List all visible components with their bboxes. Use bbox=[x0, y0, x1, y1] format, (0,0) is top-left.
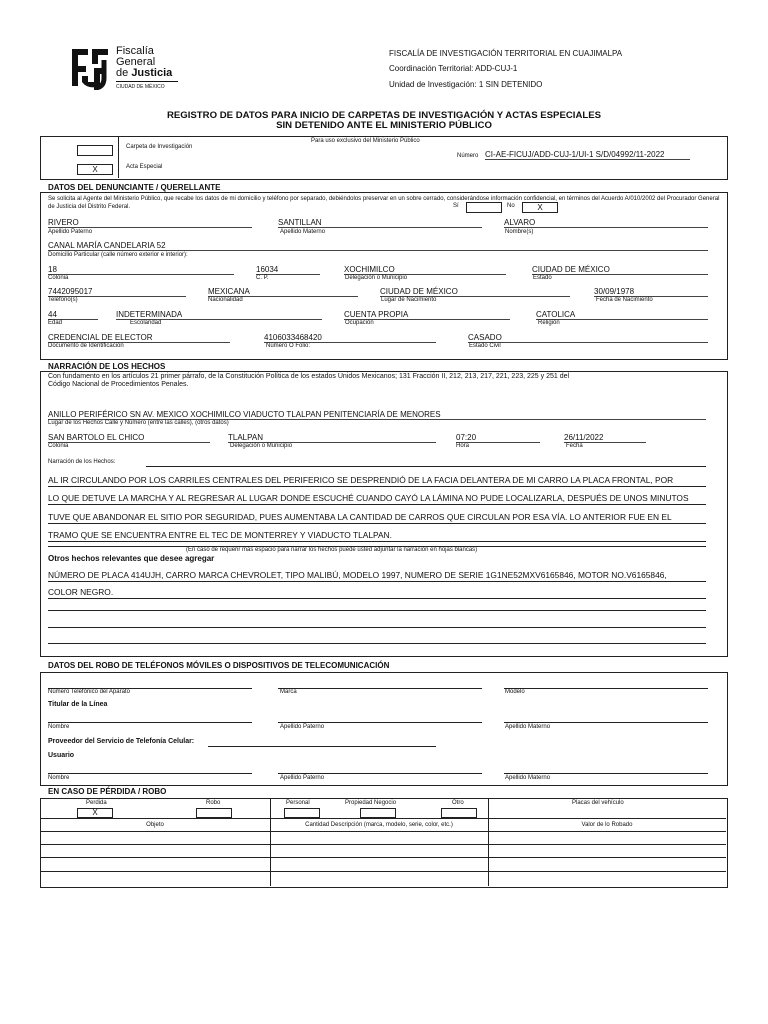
otros-blank-line-2 bbox=[48, 627, 706, 628]
fecha-nacimiento-label: Fecha de Nacimiento bbox=[596, 297, 653, 303]
logo-name-line2: General bbox=[116, 56, 156, 68]
folio-label: Número O Folio: bbox=[266, 343, 311, 349]
ocupacion-value: CUENTA PROPIA bbox=[344, 310, 510, 320]
delegacion-value: XOCHIMILCO bbox=[344, 265, 506, 275]
fecha-label: Fecha bbox=[566, 443, 583, 449]
logo-name-bold: Justicia bbox=[131, 67, 173, 79]
perdida-row-line-3 bbox=[40, 844, 726, 845]
acta-label: Acta Especial bbox=[126, 164, 163, 170]
edad-label: Edad bbox=[48, 320, 63, 326]
valor-header: Valor de lo Robado bbox=[581, 822, 633, 828]
robo-checkbox[interactable] bbox=[196, 808, 232, 818]
ministry-box-divider bbox=[118, 136, 119, 178]
proveedor-label: Proveedor del Servicio de Telefonía Celular: bbox=[48, 738, 195, 745]
titular-nombre-label: Nombre bbox=[48, 724, 70, 730]
hechos-section-title: NARRACIÓN DE LOS HECHOS bbox=[48, 362, 166, 371]
edad-value: 44 bbox=[48, 310, 98, 320]
titular-paterno-line bbox=[278, 722, 482, 723]
usuario-paterno-label: Apellido Paterno bbox=[280, 775, 325, 781]
otros-blank-line-1 bbox=[48, 610, 706, 611]
perdida-row-line-1 bbox=[40, 818, 726, 819]
usuario-nombre-line bbox=[48, 773, 252, 774]
religion-label: Religión bbox=[538, 320, 560, 326]
fecha-value: 26/11/2022 bbox=[564, 433, 646, 443]
acta-checkbox[interactable]: X bbox=[77, 164, 113, 175]
apellido-materno-label: Apellido Materno bbox=[280, 229, 326, 235]
logo-city: CIUDAD DE MÉXICO bbox=[116, 84, 165, 90]
otros-blank-line-3 bbox=[48, 643, 706, 644]
documento-label: Documento de Identificación bbox=[48, 343, 124, 349]
telefono-value: 7442095017 bbox=[48, 287, 186, 297]
hechos-colonia-label: Colonia bbox=[48, 443, 69, 449]
carpeta-checkbox[interactable] bbox=[77, 145, 113, 156]
titular-paterno-label: Apellido Paterno bbox=[280, 724, 325, 730]
perdida-col-divider-2 bbox=[488, 798, 489, 886]
cp-value: 16034 bbox=[256, 265, 320, 275]
nacionalidad-label: Nacionalidad bbox=[208, 297, 243, 303]
propiedad-label: Propiedad Negocio bbox=[345, 800, 397, 806]
logo-name-line3 bbox=[116, 68, 172, 79]
placas-label: Placas del vehículo bbox=[572, 800, 624, 806]
perdida-section-title: EN CASO DE PÉRDIDA / ROBO bbox=[48, 787, 167, 796]
delegacion-label: Delegación o Municipio bbox=[345, 275, 408, 281]
fgj-logo bbox=[68, 46, 198, 94]
titular-materno-label: Apellido Materno bbox=[505, 724, 551, 730]
no-label: No bbox=[507, 203, 515, 209]
denunciante-section-title: DATOS DEL DENUNCIANTE / QUERELLANTE bbox=[48, 183, 221, 192]
usuario-label: Usuario bbox=[48, 752, 75, 759]
lugar-nacimiento-label: Lugar de Nacimiento bbox=[381, 297, 437, 303]
modelo-line bbox=[504, 688, 708, 689]
perdida-checkbox[interactable]: X bbox=[77, 808, 113, 818]
ocupacion-label: Ocupación bbox=[345, 320, 374, 326]
religion-value: CATOLICA bbox=[536, 310, 708, 320]
hora-value: 07:20 bbox=[456, 433, 540, 443]
robo-label: Robo bbox=[206, 800, 221, 806]
header-coordination: Coordinación Territorial: ADD-CUJ-1 bbox=[389, 64, 518, 73]
numero-telefono-label: Número Telefónico del Aparato bbox=[48, 689, 130, 695]
domicilio-value: CANAL MARÍA CANDELARIA 52 bbox=[48, 241, 708, 251]
perdida-row-line-2 bbox=[40, 831, 726, 832]
titular-materno-line bbox=[504, 722, 708, 723]
narracion-label: Narración de los Hechos: bbox=[48, 459, 116, 465]
perdida-row-line-5 bbox=[40, 871, 726, 872]
lugar-nacimiento-value: CIUDAD DE MÉXICO bbox=[380, 287, 570, 297]
apellido-materno-value: SANTILLAN bbox=[278, 218, 482, 228]
narracion-line-1: AL IR CIRCULANDO POR LOS CARRILES CENTRALES DEL PERIFERICO SE DESPRENDIÓ DE LA FACIA DELANTERA DE MI CARRO LA PLACA FRONTAL, POR bbox=[48, 474, 706, 487]
colonia-label: Colonia bbox=[48, 275, 69, 281]
telefonos-box bbox=[40, 672, 728, 786]
escolaridad-value: INDETERMINADA bbox=[116, 310, 322, 320]
apellido-paterno-label: Apellido Paterno bbox=[48, 229, 93, 235]
hechos-colonia-value: SAN BARTOLO EL CHICO bbox=[48, 433, 210, 443]
otros-line-1: NÚMERO DE PLACA 414UJH, CARRO MARCA CHEVROLET, TIPO MALIBÚ, MODELO 1997, NUMERO DE SERIE 1G1NE52MXV6165846, MOTOR NO.V6165846, bbox=[48, 569, 706, 582]
usuario-nombre-label: Nombre bbox=[48, 775, 70, 781]
exclusive-use-label: Para uso exclusivo del Ministerio Público bbox=[311, 138, 420, 144]
nombres-value: ALVARO bbox=[504, 218, 708, 228]
otros-line-2: COLOR NEGRO. bbox=[48, 586, 706, 599]
estado-civil-label: Estado Civil bbox=[469, 343, 501, 349]
domicilio-label: Domicilio Particular (calle número exterior e interior): bbox=[48, 252, 188, 258]
space-note: (En caso de requerir más espacio para narrar los hechos puede usted adjuntar la narración en hojas blancas) bbox=[186, 547, 478, 553]
folio-value: 4106033468420 bbox=[264, 333, 436, 343]
narracion-line-2: LO QUE DETUVE LA MARCHA Y AL REGRESAR AL LUGAR DONDE ESCUCHÉ CUANDO CAYÓ LA LÁMINA NO PUDE LOCALIZARLA, DESPUÉS DE UNOS MINUTOS bbox=[48, 492, 706, 505]
si-label: Sí bbox=[453, 203, 459, 209]
narracion-first-line bbox=[146, 466, 706, 467]
cantidad-header: Cantidad Descripción (marca, modelo, serie, color, etc.) bbox=[305, 822, 453, 828]
otros-hechos-label: Otros hechos relevantes que desee agregar bbox=[48, 554, 215, 563]
modelo-label: Modelo bbox=[505, 689, 525, 695]
hora-label: Hora bbox=[456, 443, 470, 449]
propiedad-checkbox[interactable] bbox=[360, 808, 396, 818]
fgj-logo-icon bbox=[68, 46, 112, 90]
personal-checkbox[interactable] bbox=[284, 808, 320, 818]
carpeta-label: Carpeta de Investigación bbox=[126, 144, 193, 150]
marca-label: Marca bbox=[280, 689, 297, 695]
nombres-label: Nombre(s) bbox=[505, 229, 534, 235]
objeto-header: Objeto bbox=[146, 822, 164, 828]
titular-nombre-line bbox=[48, 722, 252, 723]
usuario-materno-label: Apellido Materno bbox=[505, 775, 551, 781]
documento-value: CREDENCIAL DE ELECTOR bbox=[48, 333, 230, 343]
lugar-hechos-value: ANILLO PERIFÉRICO SN AV. MEXICO XOCHIMILCO VIADUCTO TLALPAN PENITENCIARÍA DE MENORES bbox=[48, 410, 706, 420]
header-office: FISCALÍA DE INVESTIGACIÓN TERRITORIAL EN CUAJIMALPA bbox=[389, 49, 623, 58]
hechos-delegacion-value: TLALPAN bbox=[228, 433, 436, 443]
document-title-line2: SIN DETENIDO ANTE EL MINISTERIO PÚBLICO bbox=[276, 120, 492, 131]
hechos-delegacion-label: Delegación o Municipio bbox=[230, 443, 293, 449]
narracion-line-3: TUVE QUE ABANDONAR EL SITIO POR SEGURIDAD, PUES AUMENTABA LA CANTIDAD DE CARROS QUE CIRCULAN POR ESA VÍA. LO ANTERIOR FUE EN EL bbox=[48, 511, 706, 524]
si-checkbox[interactable] bbox=[466, 202, 502, 213]
proveedor-line bbox=[208, 746, 436, 747]
estado-civil-value: CASADO bbox=[468, 333, 708, 343]
nacionalidad-value: MEXICANA bbox=[208, 287, 358, 297]
numero-label: Número bbox=[457, 153, 479, 159]
numero-value: CI-AE-FICUJ/ADD-CUJ-1/UI-1 S/D/04992/11-2022 bbox=[485, 150, 690, 160]
estado-label: Estado bbox=[533, 275, 552, 281]
no-checkbox[interactable]: X bbox=[522, 202, 558, 213]
otro-checkbox[interactable] bbox=[441, 808, 477, 818]
perdida-col-divider-1 bbox=[270, 798, 271, 886]
colonia-value: 18 bbox=[48, 265, 234, 275]
narracion-extra-line bbox=[48, 546, 706, 547]
document-title-line1: REGISTRO DE DATOS PARA INICIO DE CARPETAS DE INVESTIGACIÓN Y ACTAS ESPECIALES bbox=[166, 110, 602, 121]
otro-label: Otro bbox=[452, 800, 464, 806]
personal-label: Personal bbox=[286, 800, 310, 806]
telefono-label: Teléfono(s) bbox=[48, 297, 78, 303]
narracion-line-4: TRAMO QUE SE ENCUENTRA ENTRE EL TEC DE MONTERREY Y VIADUCTO TLALPAN. bbox=[48, 529, 706, 542]
logo-name-line1: Fiscalía bbox=[116, 45, 154, 57]
confidential-notice: Se solicita al Agente del Ministerio Público, que recabe los datos de mi domicilio y teléfono por separado, debiéndolos preservar en un sobre cerrado, considerándose información confidencial, en términos del Acuerdo A/010/2002 del Procurador General de Justicia del Distrito Federal. bbox=[48, 196, 720, 210]
fecha-nacimiento-value: 30/09/1978 bbox=[594, 287, 708, 297]
titular-label: Titular de la Línea bbox=[48, 701, 108, 708]
usuario-materno-line bbox=[504, 773, 708, 774]
marca-line bbox=[278, 688, 482, 689]
header-unit: Unidad de Investigación: 1 SIN DETENIDO bbox=[389, 80, 543, 89]
telefonos-section-title: DATOS DEL ROBO DE TELÉFONOS MÓVILES O DISPOSITIVOS DE TELECOMUNICACIÓN bbox=[48, 661, 390, 670]
logo-name-prefix: de bbox=[116, 67, 129, 79]
lugar-hechos-label: Lugar de los Hechos Calle y Número (entre las calles), (otros datos) bbox=[48, 420, 229, 426]
cp-label: C. P. bbox=[256, 275, 269, 281]
perdida-label: Perdida bbox=[86, 800, 107, 806]
escolaridad-label: Escolaridad bbox=[130, 320, 162, 326]
usuario-paterno-line bbox=[278, 773, 482, 774]
apellido-paterno-value: RIVERO bbox=[48, 218, 252, 228]
legal-text-line1: Con fundamento en los artículos 21 primer párrafo, de la Constitución Política de los estados Unidos Mexicanos; 131 Fracción II, 212, 213, 217, 221, 223, 225 y 251 del bbox=[48, 373, 570, 380]
logo-divider bbox=[116, 81, 178, 82]
legal-text-line2: Código Nacional de Procedimientos Penales. bbox=[48, 381, 189, 388]
estado-value: CIUDAD DE MÉXICO bbox=[532, 265, 708, 275]
perdida-row-line-4 bbox=[40, 857, 726, 858]
